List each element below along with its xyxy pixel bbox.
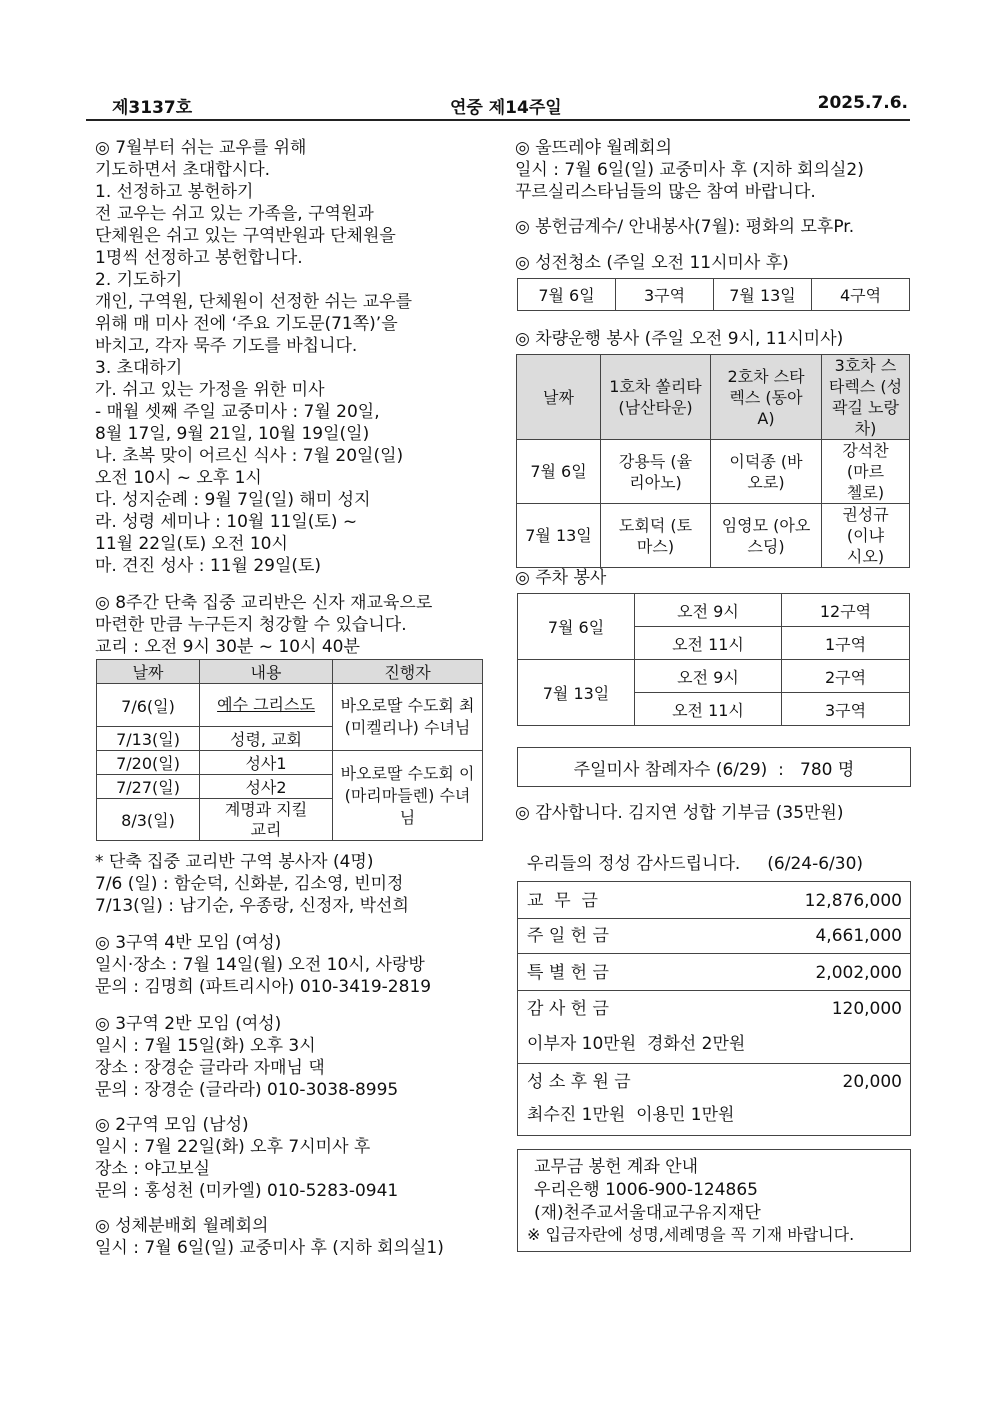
ultreya-line: 일시 : 7월 6일(일) 교중미사 후 (지하 회의실2): [515, 160, 864, 180]
cell-content: 성령, 교회: [200, 727, 333, 751]
notice-line: 일시 : 7월 6일(일) 교중미사 후 (지하 회의실1): [95, 1238, 444, 1258]
text-line: - 매월 셋째 주일 교중미사 : 7월 20일,: [95, 402, 380, 422]
text-line: 3. 초대하기: [95, 358, 183, 378]
notice-title: ◎ 3구역 2반 모임 (여성): [95, 1014, 282, 1034]
table-row: [518, 279, 910, 311]
offering-row: [518, 1064, 910, 1135]
col-header-car1: 1호차 쏠리타 (남산타운): [601, 355, 711, 440]
offering-amount: 12,876,000: [804, 891, 902, 911]
ultreya-title: ◎ 울뜨레야 월례회의: [515, 138, 673, 158]
cell-zone: 3구역: [616, 279, 714, 311]
col-header-content: 내용: [200, 660, 333, 684]
col-header-car3: 3호차 스타렉스 (성곽길 노랑차): [822, 355, 910, 440]
volunteers-title: * 단축 집중 교리반 구역 봉사자 (4명): [95, 852, 374, 872]
catechism-time: 교리 : 오전 9시 30분 ~ 10시 40분: [95, 637, 360, 657]
text-line: 2. 기도하기: [95, 270, 183, 290]
offering-row: [518, 991, 910, 1064]
table-row: [517, 440, 910, 504]
offering-amount: 120,000: [831, 999, 902, 1019]
cell-driver: 강용득 (율리아노): [601, 440, 711, 504]
cell-content: 예수 그리스도: [200, 684, 333, 727]
thanks-line: ◎ 감사합니다. 김지연 성합 기부금 (35만원): [515, 803, 844, 823]
offering-detail: 이부자 10만원 경화선 2만원: [527, 1034, 746, 1054]
account-number: 우리은행 1006-900-124865: [534, 1180, 758, 1200]
cell-mass: 오전 9시: [635, 660, 782, 693]
text-line: 오전 10시 ~ 오후 1시: [95, 468, 262, 488]
cell-date: 7/27(일): [97, 775, 200, 799]
offering-row: [518, 954, 910, 991]
table-row: [97, 751, 483, 775]
text-line: 개인, 구역원, 단체원이 선정한 쉬는 교우를: [95, 292, 413, 312]
cell-date: 7월 13일: [517, 504, 601, 568]
header-divider: [86, 119, 910, 121]
text-line: 기도하면서 초대합시다.: [95, 160, 271, 180]
cell-date: 7월 6일: [517, 440, 601, 504]
cell-date: 7/13(일): [97, 727, 200, 751]
issue-number: 제3137호: [112, 98, 193, 118]
offering-label: 특 별 헌 금: [527, 963, 609, 983]
cell-date: 7/6(일): [97, 684, 200, 727]
notice-title: ◎ 3구역 4반 모임 (여성): [95, 933, 282, 953]
cleaning-title: ◎ 성전청소 (주일 오전 11시미사 후): [515, 253, 789, 273]
text-line: 바치고, 각자 묵주 기도를 바칩니다.: [95, 336, 358, 356]
table-row: [517, 504, 910, 568]
offering-label: 감 사 헌 금: [527, 999, 609, 1019]
text-line: 나. 초복 맞이 어르신 식사 : 7월 20일(일): [95, 446, 404, 466]
col-header-date: 날짜: [97, 660, 200, 684]
notice-title: ◎ 성체분배회 월례회의: [95, 1216, 269, 1236]
catechism-title: ◎ 8주간 단축 집중 교리반은 신자 재교육으로: [95, 593, 433, 613]
vehicle-title: ◎ 차량운행 봉사 (주일 오전 9시, 11시미사): [515, 329, 844, 349]
liturgical-week: 연중 제14주일: [450, 98, 562, 118]
text-line: 전 교우는 쉬고 있는 가족을, 구역원과: [95, 204, 374, 224]
notice-line: 문의 : 김명희 (파트리시아) 010-3419-2819: [95, 977, 432, 997]
cell-zone: 4구역: [812, 279, 910, 311]
offering-label: 주 일 헌 금: [527, 926, 609, 946]
cell-zone: 12구역: [782, 594, 910, 627]
notice-line: 일시·장소 : 7월 14일(월) 오전 10시, 사랑방: [95, 955, 425, 975]
offering-amount: 2,002,000: [815, 963, 902, 983]
col-header-car2: 2호차 스타렉스 (동아A): [711, 355, 822, 440]
cleaning-table: [517, 278, 910, 311]
cell-driver: 임영모 (아오스딩): [711, 504, 822, 568]
parking-table: [517, 593, 910, 726]
table-row: [97, 684, 483, 727]
table-header-row: [517, 355, 910, 440]
cell-mass: 오전 11시: [635, 627, 782, 660]
cell-driver: 이덕종 (바오로): [711, 440, 822, 504]
account-title: 교무금 봉헌 계좌 안내: [534, 1157, 699, 1177]
text-line: ◎ 7월부터 쉬는 교우를 위해: [95, 138, 307, 158]
text-line: 다. 성지순례 : 9월 7일(일) 해미 성지: [95, 490, 371, 510]
offering-title: 우리들의 정성 감사드립니다. (6/24-6/30): [527, 854, 864, 874]
vehicle-table: [516, 354, 910, 568]
issue-date: 2025.7.6.: [817, 93, 908, 113]
account-note: ※ 입금자란에 성명,세례명을 꼭 기재 바랍니다.: [527, 1225, 855, 1244]
cell-date: 7월 13일: [518, 660, 635, 726]
cell-content: 성사2: [200, 775, 333, 799]
table-header-row: [97, 660, 483, 684]
notice-line: 일시 : 7월 22일(화) 오후 7시미사 후: [95, 1137, 371, 1157]
offering-label: 성 소 후 원 금: [527, 1072, 631, 1092]
attendance-text: 주일미사 참례자수 (6/29) : 780 명: [573, 759, 855, 780]
offering-amount: 20,000: [842, 1072, 902, 1092]
text-line: 라. 성령 세미나 : 10월 11일(토) ~: [95, 512, 358, 532]
table-row: [518, 594, 910, 627]
cell-mass: 오전 9시: [635, 594, 782, 627]
offering-row: [518, 882, 910, 919]
cell-zone: 1구역: [782, 627, 910, 660]
cell-zone: 3구역: [782, 693, 910, 726]
offering-volunteer: ◎ 봉헌금계수/ 안내봉사(7월): 평화의 모후Pr.: [515, 217, 855, 237]
attendance-box: [517, 747, 911, 787]
notice-line: 일시 : 7월 15일(화) 오후 3시: [95, 1036, 316, 1056]
text-line: 11월 22일(토) 오전 10시: [95, 534, 288, 554]
offering-detail: 최수진 1만원 이용민 1만원: [527, 1105, 735, 1125]
col-header-date: 날짜: [517, 355, 601, 440]
text-line: 위해 매 미사 전에 ‘주요 기도문(71쪽)’을: [95, 314, 398, 334]
cell-zone: 2구역: [782, 660, 910, 693]
cell-driver: 강석찬 (마르첼로): [822, 440, 910, 504]
ultreya-line: 꾸르실리스타님들의 많은 참여 바랍니다.: [515, 182, 816, 202]
cell-content: 성사1: [200, 751, 333, 775]
offering-amount: 4,661,000: [815, 926, 902, 946]
notice-title: ◎ 2구역 모임 (남성): [95, 1115, 249, 1135]
cell-date: 7/20(일): [97, 751, 200, 775]
notice-line: 문의 : 장경순 (글라라) 010-3038-8995: [95, 1080, 399, 1100]
cell-leader-2: 바오로딸 수도회 이(마리마들렌) 수녀님: [333, 751, 483, 841]
cell-leader-1: 바오로딸 수도회 최(미켈리나) 수녀님: [333, 684, 483, 751]
text-line: 마. 견진 성사 : 11월 29일(토): [95, 556, 322, 576]
cell-mass: 오전 11시: [635, 693, 782, 726]
cell-date: 8/3(일): [97, 799, 200, 841]
cell-content: 계명과 지킬 교리: [200, 799, 333, 841]
volunteers-line: 7/6 (일) : 함순덕, 신화분, 김소영, 빈미정: [95, 874, 404, 894]
cell-date: 7월 6일: [518, 594, 635, 660]
page-header: [112, 93, 908, 117]
account-box: [517, 1149, 911, 1252]
cell-driver: 권성규 (이냐시오): [822, 504, 910, 568]
col-header-leader: 진행자: [333, 660, 483, 684]
parking-title: ◎ 주차 봉사: [515, 568, 607, 588]
notice-line: 장소 : 야고보실: [95, 1159, 211, 1179]
offering-label: 교 무 금: [527, 891, 598, 911]
text-line: 8월 17일, 9월 21일, 10월 19일(일): [95, 424, 370, 444]
cell-date: 7월 13일: [714, 279, 812, 311]
catechism-table: [96, 659, 483, 841]
text-line: 가. 쉬고 있는 가정을 위한 미사: [95, 380, 325, 400]
cell-driver: 도회덕 (토마스): [601, 504, 711, 568]
table-row: [518, 660, 910, 693]
text-line: 1. 선정하고 봉헌하기: [95, 182, 254, 202]
volunteers-line: 7/13(일) : 남기순, 우종랑, 신정자, 박선희: [95, 896, 409, 916]
notice-line: 문의 : 홍성천 (미카엘) 010-5283-0941: [95, 1181, 399, 1201]
offering-row: [518, 918, 910, 954]
text-line: 단체원은 쉬고 있는 구역반원과 단체원을: [95, 226, 396, 246]
catechism-desc: 마련한 만큼 누구든지 청강할 수 있습니다.: [95, 615, 407, 635]
cell-date: 7월 6일: [518, 279, 616, 311]
account-holder: (재)천주교서울대교구유지재단: [534, 1203, 761, 1223]
notice-line: 장소 : 장경순 글라라 자매님 댁: [95, 1058, 325, 1078]
text-line: 1명씩 선정하고 봉헌합니다.: [95, 248, 303, 268]
offering-box: [517, 881, 911, 1136]
